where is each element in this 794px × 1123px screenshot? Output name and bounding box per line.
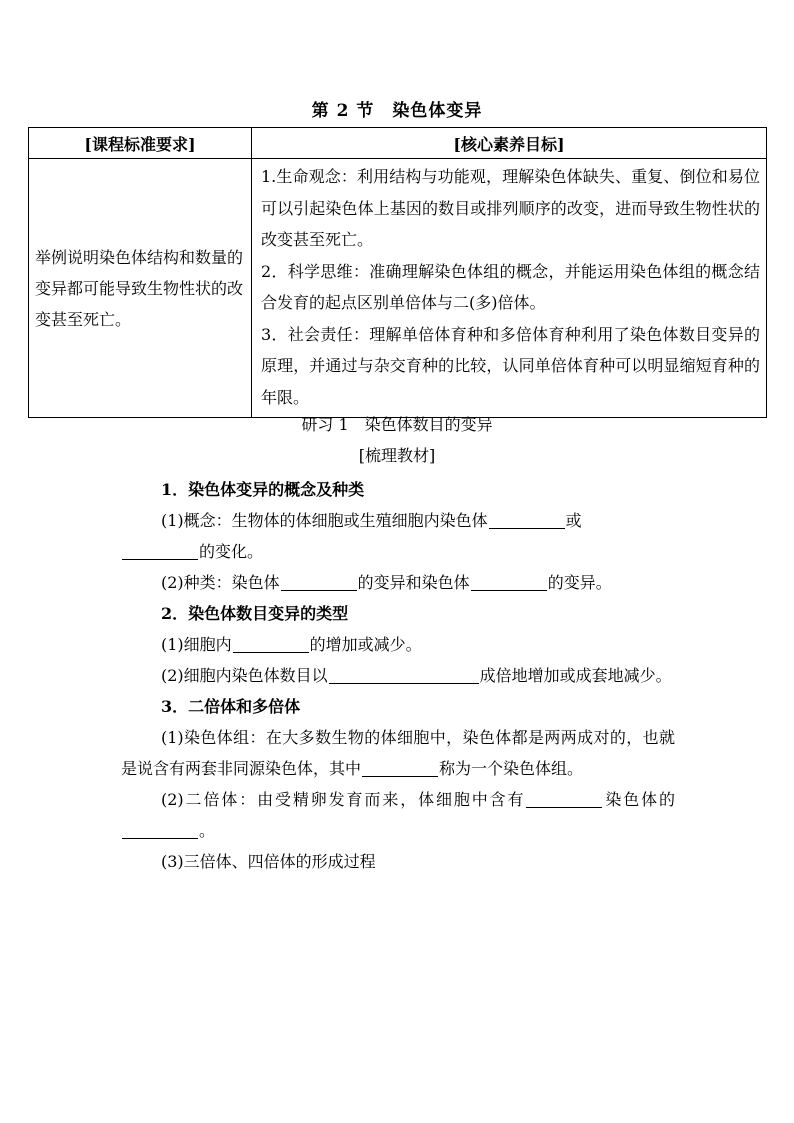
paragraph-concept — [121, 505, 675, 567]
fill-blank-2[interactable] — [122, 541, 198, 560]
text-segment: (2)种类：染色体 — [161, 573, 280, 592]
paragraph-diploid — [121, 784, 675, 846]
literacy-item-social-responsibility: 3．社会责任：理解单倍体育种和多倍体育种利用了染色体数目变异的原理，并通过与杂交育种的比较，认同单倍体育种可以明显缩短育种的年限。 — [261, 324, 760, 407]
fill-blank-8[interactable] — [526, 789, 602, 808]
standards-table — [28, 127, 767, 418]
text-segment: 。 — [199, 821, 216, 840]
paragraph-set-change — [121, 660, 675, 691]
paragraph-individual-change — [121, 629, 675, 660]
fill-blank-1[interactable] — [489, 510, 565, 529]
text-segment: 成倍地增加或成套地减少。 — [479, 666, 672, 685]
section-title: 第 2 节 染色体变异 — [311, 101, 483, 121]
heading-concept-types: 1．染色体变异的概念及种类 — [161, 480, 365, 499]
table-header-row — [29, 128, 767, 159]
text-segment: 的变异。 — [547, 573, 612, 592]
fill-blank-7[interactable] — [362, 758, 438, 777]
header-core-literacy: [核心素养目标] — [252, 128, 767, 159]
fill-blank-3[interactable] — [281, 572, 357, 591]
core-literacy-cell — [252, 159, 767, 418]
fill-blank-4[interactable] — [471, 572, 547, 591]
study-subtitle: [梳理教材] — [358, 446, 436, 465]
fill-blank-9[interactable] — [122, 820, 198, 839]
heading-number-variation-types: 2．染色体数目变异的类型 — [161, 604, 349, 623]
paragraph-types — [121, 567, 675, 598]
literacy-item-life-concept: 1.生命观念：利用结构与功能观，理解染色体缺失、重复、倒位和易位可以引起染色体上基因的数目或排列顺序的改变，进而导致生物性状的改变甚至死亡。 — [261, 167, 760, 249]
fill-blank-5[interactable] — [233, 634, 309, 653]
text-segment: 或 — [565, 511, 582, 530]
text-segment: 称为一个染色体组。 — [439, 759, 584, 778]
paragraph-chromosome-set — [121, 722, 675, 784]
text-segment: (1)染色体组：在大多数生物的体细胞中，染色体都是两两成对的，也就是说含有两套非同源染色体，其中 — [121, 728, 675, 778]
curriculum-standard-text: 举例说明染色体结构和数量的变异都可能导致生物性状的改变甚至死亡。 — [29, 159, 252, 418]
text-segment: 的变异和染色体 — [357, 573, 470, 592]
text-segment: (1)细胞内 — [161, 635, 232, 654]
text-segment: 的增加或减少。 — [309, 635, 422, 654]
table-body-row — [29, 159, 767, 418]
heading-diploid-polyploid: 3．二倍体和多倍体 — [161, 697, 301, 716]
header-curriculum-standard: [课程标准要求] — [29, 128, 252, 159]
paragraph-triploid-tetraploid: (3)三倍体、四倍体的形成过程 — [161, 852, 376, 871]
text-segment: (2)二倍体：由受精卵发育而来，体细胞中含有 — [161, 790, 526, 809]
content-body — [121, 474, 675, 877]
literacy-item-scientific-thinking: 2．科学思维：准确理解染色体组的概念，并能运用染色体组的概念结合发育的起点区别单倍体与二(多)倍体。 — [261, 261, 760, 312]
text-segment: (2)细胞内染色体数目以 — [161, 666, 328, 685]
study-title: 研习 1 染色体数目的变异 — [301, 415, 493, 434]
text-segment: 的变化。 — [199, 542, 264, 561]
text-segment: (1)概念：生物体的体细胞或生殖细胞内染色体 — [161, 511, 488, 530]
fill-blank-6[interactable] — [329, 665, 479, 684]
text-segment: 染色体的 — [603, 790, 675, 809]
